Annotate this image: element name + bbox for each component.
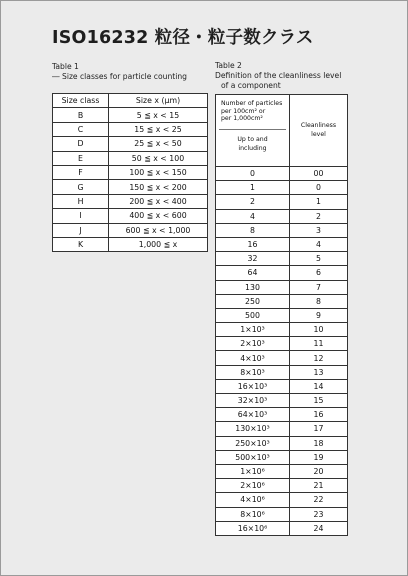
column-header-cleanliness-level — [290, 95, 348, 167]
cleanliness-level-cell: 24 — [290, 521, 348, 535]
cleanliness-level-cell: 2 — [290, 209, 348, 223]
table-row — [216, 223, 348, 237]
cleanliness-level-cell: 7 — [290, 280, 348, 294]
table-row — [216, 379, 348, 393]
particle-count-header-top — [221, 100, 282, 123]
cleanliness-level-cell: 23 — [290, 507, 348, 521]
table-row — [216, 479, 348, 493]
table2-caption — [215, 61, 341, 91]
header-text: Number of particles — [221, 100, 283, 107]
table-row — [53, 194, 208, 208]
table-header-row — [216, 95, 348, 167]
header-text: level — [311, 130, 326, 138]
particle-count-cell: 8×10⁶ — [216, 507, 290, 521]
particle-count-cell: 500×10³ — [216, 450, 290, 464]
table-row — [216, 209, 348, 223]
size-range-cell: 50 ≦ x < 100 — [109, 151, 208, 165]
cleanliness-level-cell: 12 — [290, 351, 348, 365]
particle-count-cell: 16 — [216, 237, 290, 251]
page-title: ISO16232 粒径・粒子数クラス — [52, 28, 314, 48]
size-range-cell: 5 ≦ x < 15 — [109, 108, 208, 122]
table-row — [216, 323, 348, 337]
cleanliness-level-cell: 10 — [290, 323, 348, 337]
cleanliness-level-cell: 17 — [290, 422, 348, 436]
table1-caption-line1: Table 1 — [52, 62, 79, 71]
table-row — [53, 137, 208, 151]
particle-count-cell: 2 — [216, 195, 290, 209]
table-row — [216, 308, 348, 322]
table-row — [216, 351, 348, 365]
table-row — [216, 422, 348, 436]
size-range-cell: 25 ≦ x < 50 — [109, 137, 208, 151]
cleanliness-level-cell: 6 — [290, 266, 348, 280]
particle-count-cell: 64×10³ — [216, 408, 290, 422]
header-divider — [219, 129, 286, 130]
size-class-cell: C — [53, 122, 109, 136]
cleanliness-level-cell: 9 — [290, 308, 348, 322]
particle-count-cell: 4×10³ — [216, 351, 290, 365]
cleanliness-level-cell: 22 — [290, 493, 348, 507]
particle-count-header-bottom — [216, 136, 289, 153]
table-header-row — [53, 94, 208, 108]
size-range-cell: 600 ≦ x < 1,000 — [109, 223, 208, 237]
cleanliness-level-cell: 3 — [290, 223, 348, 237]
size-class-cell: I — [53, 209, 109, 223]
table-row — [216, 167, 348, 181]
particle-count-cell: 250 — [216, 294, 290, 308]
size-range-cell: 400 ≦ x < 600 — [109, 209, 208, 223]
cleanliness-level-cell: 8 — [290, 294, 348, 308]
cleanliness-level-cell: 21 — [290, 479, 348, 493]
table-row — [216, 450, 348, 464]
table2-caption-line1: Table 2 — [215, 61, 242, 70]
size-class-cell: H — [53, 194, 109, 208]
particle-count-cell: 250×10³ — [216, 436, 290, 450]
table-row — [216, 294, 348, 308]
column-header-size-range: Size x (μm) — [109, 94, 208, 108]
table-row — [216, 507, 348, 521]
cleanliness-level-cell: 18 — [290, 436, 348, 450]
table-row — [216, 408, 348, 422]
size-class-table — [52, 93, 208, 252]
size-range-cell: 150 ≦ x < 200 — [109, 180, 208, 194]
header-text: per 100cm² or — [221, 107, 266, 115]
table-row — [216, 493, 348, 507]
size-class-cell: G — [53, 180, 109, 194]
particle-count-cell: 2×10³ — [216, 337, 290, 351]
table2-caption-line3: of a component — [221, 81, 281, 90]
particle-count-cell: 130×10³ — [216, 422, 290, 436]
table-row — [53, 180, 208, 194]
particle-count-cell: 0 — [216, 167, 290, 181]
table-row — [216, 521, 348, 535]
cleanliness-level-cell: 0 — [290, 181, 348, 195]
particle-count-cell: 8×10³ — [216, 365, 290, 379]
table-row — [53, 165, 208, 179]
table-row — [53, 151, 208, 165]
size-class-cell: D — [53, 137, 109, 151]
size-range-cell: 15 ≦ x < 25 — [109, 122, 208, 136]
size-range-cell: 200 ≦ x < 400 — [109, 194, 208, 208]
cleanliness-level-cell: 14 — [290, 379, 348, 393]
table-row — [216, 394, 348, 408]
header-text: per 1,000cm² — [221, 115, 263, 123]
particle-count-cell: 1×10⁶ — [216, 464, 290, 478]
size-class-cell: K — [53, 237, 109, 251]
size-range-cell: 100 ≦ x < 150 — [109, 165, 208, 179]
cleanliness-level-cell: 20 — [290, 464, 348, 478]
cleanliness-level-cell: 15 — [290, 394, 348, 408]
particle-count-cell: 32 — [216, 252, 290, 266]
particle-count-cell: 16×10³ — [216, 379, 290, 393]
table-row — [216, 365, 348, 379]
table-row — [53, 122, 208, 136]
size-class-cell: J — [53, 223, 109, 237]
particle-count-cell: 1 — [216, 181, 290, 195]
header-text: Up to and — [237, 136, 268, 143]
table-row — [216, 464, 348, 478]
cleanliness-level-cell: 11 — [290, 337, 348, 351]
particle-count-cell: 64 — [216, 266, 290, 280]
cleanliness-level-cell: 00 — [290, 167, 348, 181]
table-row — [216, 280, 348, 294]
particle-count-cell: 2×10⁶ — [216, 479, 290, 493]
table2-caption-line2: Definition of the cleanliness level — [215, 71, 342, 80]
cleanliness-level-cell: 19 — [290, 450, 348, 464]
cleanliness-level-cell: 1 — [290, 195, 348, 209]
column-header-size-class: Size class — [53, 94, 109, 108]
size-class-cell: B — [53, 108, 109, 122]
particle-count-cell: 4 — [216, 209, 290, 223]
table-row — [53, 237, 208, 251]
cleanliness-level-cell: 5 — [290, 252, 348, 266]
header-text: Cleanliness — [300, 122, 337, 129]
table-row — [53, 223, 208, 237]
table-row — [216, 252, 348, 266]
particle-count-cell: 1×10³ — [216, 323, 290, 337]
particle-count-cell: 8 — [216, 223, 290, 237]
table-row — [216, 237, 348, 251]
table-row — [216, 181, 348, 195]
cleanliness-level-cell: 13 — [290, 365, 348, 379]
table-row — [216, 266, 348, 280]
table1-caption — [52, 62, 187, 82]
cleanliness-level-table — [215, 94, 348, 536]
table-row — [53, 209, 208, 223]
particle-count-cell: 32×10³ — [216, 394, 290, 408]
size-range-cell: 1,000 ≦ x — [109, 237, 208, 251]
size-class-cell: F — [53, 165, 109, 179]
table-row — [216, 436, 348, 450]
table-row — [53, 108, 208, 122]
particle-count-cell: 130 — [216, 280, 290, 294]
size-class-cell: E — [53, 151, 109, 165]
particle-count-cell: 4×10⁶ — [216, 493, 290, 507]
cleanliness-level-cell: 16 — [290, 408, 348, 422]
particle-count-cell: 500 — [216, 308, 290, 322]
table-row — [216, 337, 348, 351]
column-header-particle-count — [216, 95, 290, 167]
particle-count-cell: 16×10⁶ — [216, 521, 290, 535]
header-text: including — [238, 144, 267, 152]
table1-caption-line2: ― Size classes for particle counting — [52, 72, 187, 81]
table-row — [216, 195, 348, 209]
cleanliness-level-cell: 4 — [290, 237, 348, 251]
